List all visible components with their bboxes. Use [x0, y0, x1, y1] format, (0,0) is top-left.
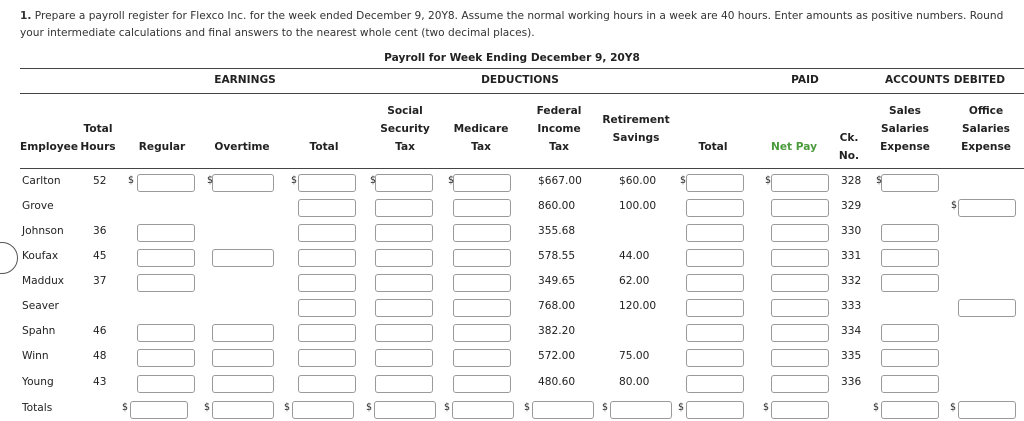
regular-input[interactable]	[137, 349, 195, 367]
net-pay-input[interactable]	[771, 199, 829, 217]
overtime-input[interactable]	[212, 174, 274, 192]
dollar-sign: $	[873, 402, 880, 413]
dollar-sign: $	[366, 402, 373, 413]
check-number: 331	[841, 250, 862, 262]
net-pay-input[interactable]	[771, 299, 829, 317]
dollar-sign: $	[951, 200, 958, 211]
overtime-input[interactable]	[212, 249, 274, 267]
earnings-total-input[interactable]	[298, 375, 356, 393]
federal-income-tax: 382.20	[538, 325, 576, 337]
check-number: 332	[841, 275, 862, 287]
regular-total-input[interactable]	[130, 401, 188, 419]
medicare-input[interactable]	[453, 349, 511, 367]
deductions-total-input[interactable]	[686, 299, 744, 317]
social-security-input[interactable]	[375, 349, 433, 367]
deductions-total-sum-input[interactable]	[686, 401, 744, 419]
group-accounts: ACCOUNTS DEBITED	[884, 74, 1006, 86]
medicare-input[interactable]	[453, 174, 511, 192]
employee-name: Maddux	[22, 275, 65, 287]
retirement-total-input[interactable]	[610, 401, 672, 419]
net-pay-input[interactable]	[771, 249, 829, 267]
col-social-security: Social Security Tax	[380, 105, 430, 153]
employee-name: Winn	[22, 350, 49, 362]
medicare-input[interactable]	[453, 199, 511, 217]
dollar-sign: $	[602, 402, 609, 413]
regular-input[interactable]	[137, 324, 195, 342]
overtime-input[interactable]	[212, 349, 274, 367]
earnings-total-input[interactable]	[298, 349, 356, 367]
employee-name: Young	[22, 376, 54, 388]
net-pay-total-input[interactable]	[771, 401, 829, 419]
social-security-input[interactable]	[375, 174, 433, 192]
sales-salaries-input[interactable]	[881, 324, 939, 342]
federal-income-tax: 355.68	[538, 225, 576, 237]
check-number: 330	[841, 225, 862, 237]
col-net-pay: Net Pay	[770, 141, 817, 153]
net-pay-input[interactable]	[771, 375, 829, 393]
deductions-total-input[interactable]	[686, 375, 744, 393]
total-hours: 46	[93, 325, 107, 337]
medicare-input[interactable]	[453, 274, 511, 292]
check-number: 329	[841, 200, 862, 212]
group-deductions: DEDUCTIONS	[481, 74, 559, 86]
question-body: Prepare a payroll register for Flexco Inc. for the week ended December 9, 20Y8. Assume the normal working hours in a week are 40 hours. Enter amounts as positive numbers. Round your intermediate calculations and final answers to the nearest whole cent (two decimal places).	[20, 10, 1004, 39]
earnings-total-input[interactable]	[298, 199, 356, 217]
overtime-input[interactable]	[212, 375, 274, 393]
regular-input[interactable]	[137, 224, 195, 242]
total-hours: 43	[93, 376, 107, 388]
dollar-sign: $	[204, 402, 211, 413]
col-medicare: Medicare Tax	[453, 123, 509, 153]
overtime-input[interactable]	[212, 324, 274, 342]
dollar-sign: $	[524, 402, 531, 413]
earnings-total-input[interactable]	[298, 249, 356, 267]
sales-salaries-input[interactable]	[881, 274, 939, 292]
col-overtime: Overtime	[214, 141, 270, 153]
earnings-total-input[interactable]	[298, 324, 356, 342]
dollar-sign: $	[291, 175, 298, 186]
medicare-total-input[interactable]	[452, 401, 514, 419]
sales-salaries-input[interactable]	[881, 249, 939, 267]
employee-name: Spahn	[22, 325, 56, 337]
dollar-sign: $	[876, 175, 883, 186]
deductions-total-input[interactable]	[686, 199, 744, 217]
office-salaries-total-input[interactable]	[958, 401, 1016, 419]
total-hours: 37	[93, 275, 107, 287]
dollar-sign: $	[207, 175, 214, 186]
federal-income-tax: 572.00	[538, 350, 576, 362]
sales-salaries-input[interactable]	[881, 349, 939, 367]
social-security-input[interactable]	[375, 299, 433, 317]
deductions-total-input[interactable]	[686, 224, 744, 242]
check-number: 335	[841, 350, 862, 362]
col-federal-income: Federal Income Tax	[536, 105, 582, 153]
net-pay-input[interactable]	[771, 224, 829, 242]
net-pay-input[interactable]	[771, 349, 829, 367]
cursor-circle	[0, 242, 18, 274]
dollar-sign: $	[950, 402, 957, 413]
dollar-sign: $	[284, 402, 291, 413]
federal-income-tax: 768.00	[538, 300, 576, 312]
group-earnings: EARNINGS	[214, 74, 276, 86]
office-salaries-input[interactable]	[958, 199, 1016, 217]
medicare-input[interactable]	[453, 224, 511, 242]
net-pay-input[interactable]	[771, 174, 829, 192]
col-deductions-total: Total	[698, 141, 728, 153]
net-pay-input[interactable]	[771, 324, 829, 342]
regular-input[interactable]	[137, 274, 195, 292]
employee-name: Johnson	[22, 225, 64, 237]
check-number: 336	[841, 376, 862, 388]
employee-name: Grove	[22, 200, 54, 212]
social-security-input[interactable]	[375, 375, 433, 393]
medicare-input[interactable]	[453, 249, 511, 267]
col-regular: Regular	[138, 141, 186, 153]
dollar-sign: $	[370, 175, 377, 186]
total-hours: 48	[93, 350, 107, 362]
deductions-total-input[interactable]	[686, 274, 744, 292]
federal-income-tax: 578.55	[538, 250, 576, 262]
check-number: 328	[841, 175, 862, 187]
dollar-sign: $	[444, 402, 451, 413]
register-title: Payroll for Week Ending December 9, 20Y8	[384, 52, 640, 64]
col-office-salaries: Office Salaries Expense	[961, 105, 1011, 153]
medicare-input[interactable]	[453, 299, 511, 317]
header-rule	[20, 168, 1024, 169]
sales-salaries-input[interactable]	[881, 174, 939, 192]
net-pay-input[interactable]	[771, 274, 829, 292]
retirement-savings: 80.00	[619, 376, 650, 388]
federal-income-tax: 860.00	[538, 200, 576, 212]
social-security-input[interactable]	[375, 249, 433, 267]
dollar-sign: $	[680, 175, 687, 186]
regular-input[interactable]	[137, 249, 195, 267]
social-security-total-input[interactable]	[374, 401, 436, 419]
totals-label: Totals	[22, 402, 53, 414]
dollar-sign: $	[448, 175, 455, 186]
deductions-total-input[interactable]	[686, 249, 744, 267]
deductions-total-input[interactable]	[686, 324, 744, 342]
col-total-hours: Total Hours	[80, 123, 116, 153]
total-hours: 36	[93, 225, 107, 237]
earnings-total-input[interactable]	[298, 274, 356, 292]
regular-input[interactable]	[137, 174, 195, 192]
office-salaries-input[interactable]	[958, 299, 1016, 317]
check-number: 334	[841, 325, 862, 337]
social-security-input[interactable]	[375, 274, 433, 292]
retirement-savings: 44.00	[619, 250, 650, 262]
federal-income-tax: 349.65	[538, 275, 576, 287]
col-sales-salaries: Sales Salaries Expense	[880, 105, 930, 153]
dollar-sign: $	[678, 402, 685, 413]
col-earnings-total: Total	[309, 141, 339, 153]
overtime-total-input[interactable]	[212, 401, 274, 419]
social-security-input[interactable]	[375, 224, 433, 242]
sales-salaries-total-input[interactable]	[881, 401, 939, 419]
retirement-savings: $60.00	[619, 175, 657, 187]
sales-salaries-input[interactable]	[881, 224, 939, 242]
total-hours: 45	[93, 250, 107, 262]
social-security-input[interactable]	[375, 199, 433, 217]
col-check-number: Ck. No.	[838, 132, 860, 162]
check-number: 333	[841, 300, 862, 312]
col-employee: Employee	[20, 141, 79, 153]
total-hours: 52	[93, 175, 107, 187]
deductions-total-input[interactable]	[686, 349, 744, 367]
sales-salaries-input[interactable]	[881, 375, 939, 393]
employee-name: Koufax	[22, 250, 59, 262]
retirement-savings: 75.00	[619, 350, 650, 362]
dollar-sign: $	[763, 402, 770, 413]
retirement-savings: 62.00	[619, 275, 650, 287]
earnings-total-input[interactable]	[298, 299, 356, 317]
question-number: 1.	[20, 10, 32, 22]
regular-input[interactable]	[137, 375, 195, 393]
question-text	[20, 8, 1010, 42]
earnings-total-sum-input[interactable]	[292, 401, 354, 419]
deductions-total-input[interactable]	[686, 174, 744, 192]
col-retirement: Retirement Savings	[602, 114, 670, 144]
top-rule	[20, 68, 1024, 69]
retirement-savings: 100.00	[619, 200, 657, 212]
dollar-sign: $	[128, 175, 135, 186]
federal-income-tax: 480.60	[538, 376, 576, 388]
medicare-input[interactable]	[453, 324, 511, 342]
federal-income-tax: $667.00	[538, 175, 582, 187]
dollar-sign: $	[122, 402, 129, 413]
federal-total-input[interactable]	[532, 401, 594, 419]
earnings-total-input[interactable]	[298, 174, 356, 192]
medicare-input[interactable]	[453, 375, 511, 393]
group-paid: PAID	[791, 74, 819, 86]
dollar-sign: $	[765, 175, 772, 186]
social-security-input[interactable]	[375, 324, 433, 342]
group-rule	[20, 93, 1024, 94]
employee-name: Carlton	[22, 175, 61, 187]
retirement-savings: 120.00	[619, 300, 657, 312]
employee-name: Seaver	[22, 300, 59, 312]
earnings-total-input[interactable]	[298, 224, 356, 242]
